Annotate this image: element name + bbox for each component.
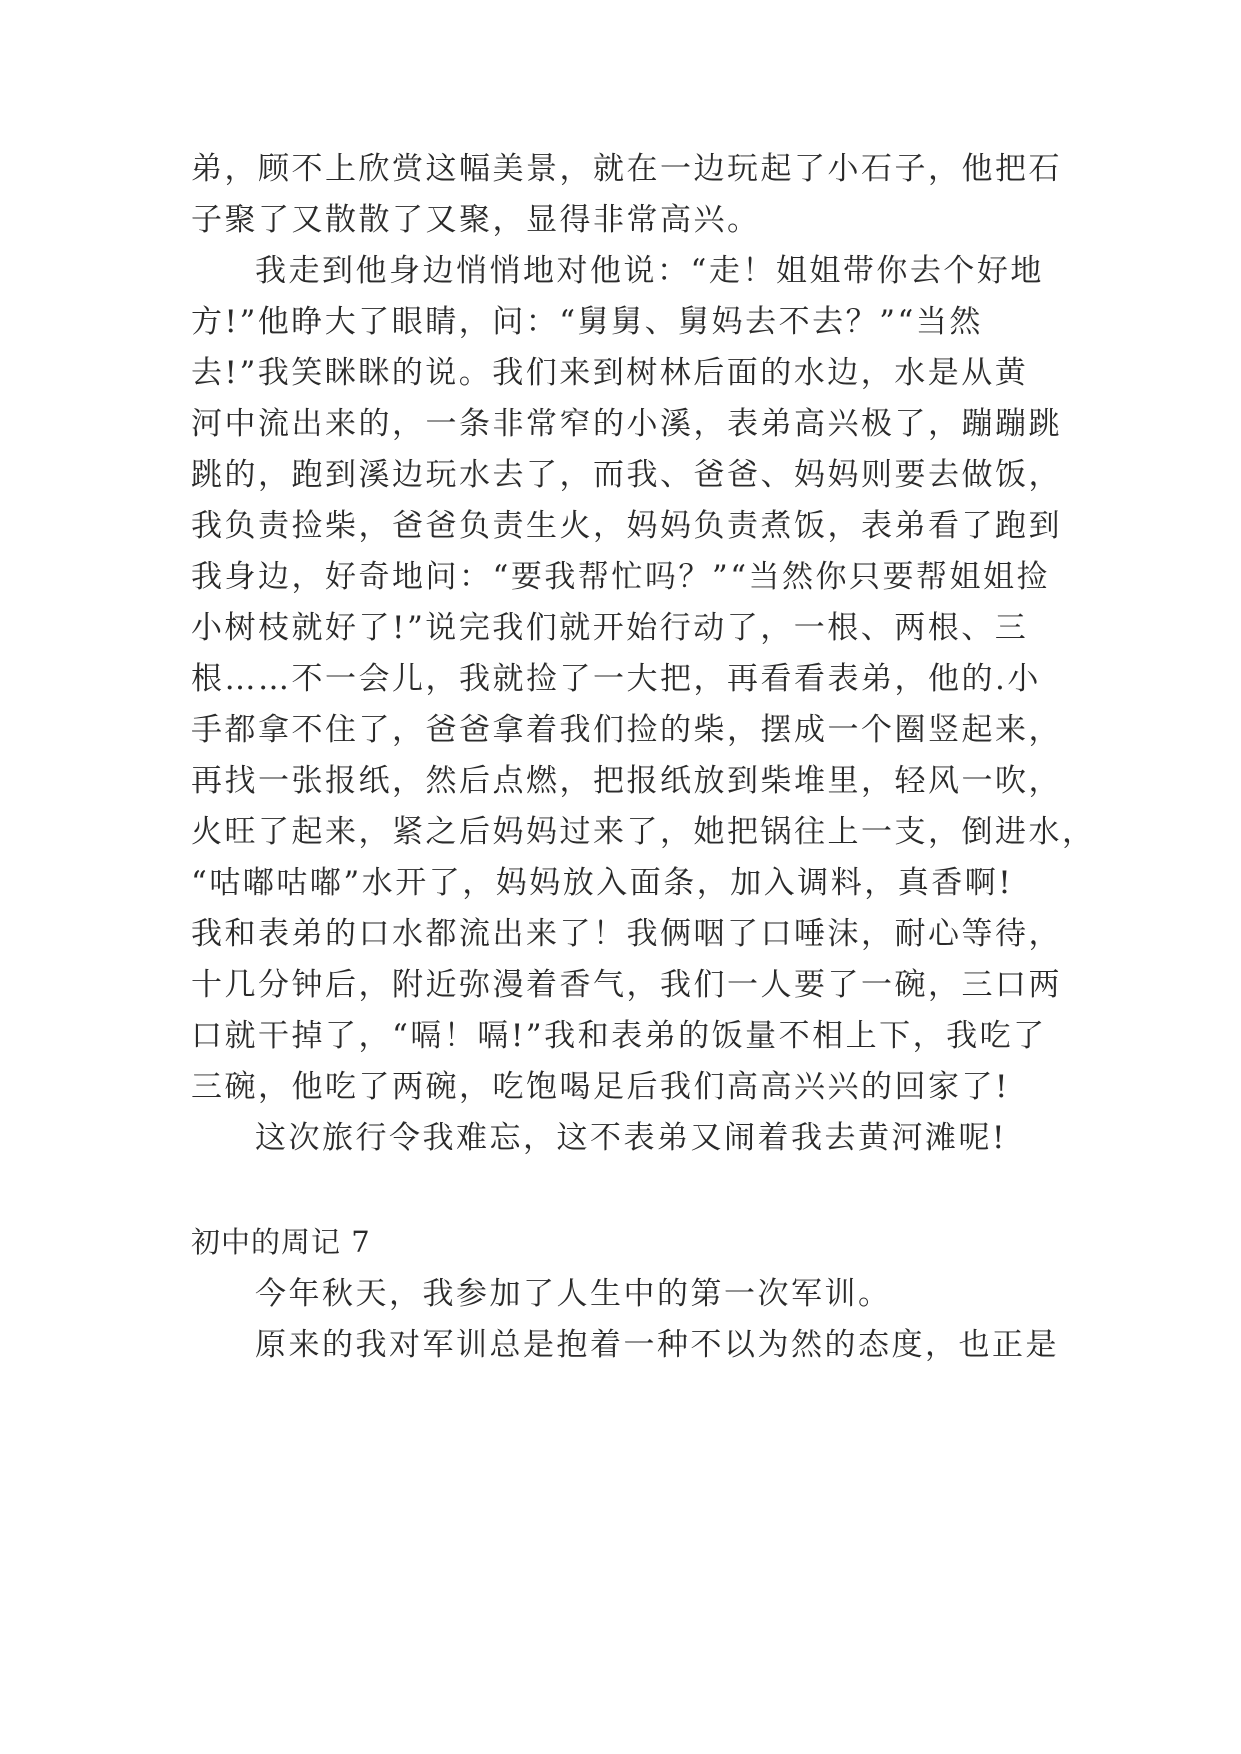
text-line: 口就干掉了，“嗝！嗝!”我和表弟的饭量不相上下，我吃了 (191, 1018, 1047, 1054)
text-line: 我负责捡柴，爸爸负责生火，妈妈负责煮饭，表弟看了跑到 (191, 508, 1062, 544)
paragraph-first-line: 今年秋天，我参加了人生中的第一次军训。 (255, 1276, 892, 1312)
paragraph-first-line: 这次旅行令我难忘，这不表弟又闹着我去黄河滩呢! (255, 1120, 1007, 1156)
text-line: 火旺了起来，紧之后妈妈过来了，她把锅往上一支，倒进水， (191, 814, 1096, 850)
text-line: 十几分钟后，附近弥漫着香气，我们一人要了一碗，三口两 (191, 967, 1062, 1003)
text-line: 手都拿不住了，爸爸拿着我们捡的柴，摆成一个圈竖起来， (191, 712, 1062, 748)
text-line: 三碗，他吃了两碗，吃饱喝足后我们高高兴兴的回家了! (191, 1069, 1010, 1105)
text-line: 跳的，跑到溪边玩水去了，而我、爸爸、妈妈则要去做饭， (191, 457, 1062, 493)
text-line: 子聚了又散散了又聚，显得非常高兴。 (191, 202, 761, 238)
paragraph-first-line: 原来的我对军训总是抱着一种不以为然的态度，也正是 (255, 1327, 1059, 1363)
text-line: 去!”我笑眯眯的说。我们来到树林后面的水边，水是从黄 (191, 355, 1029, 391)
text-line: 我身边，好奇地问：“要我帮忙吗？”“当然你只要帮姐姐捡 (191, 559, 1051, 595)
text-line: 我和表弟的口水都流出来了！我俩咽了口唾沫，耐心等待， (191, 916, 1062, 952)
text-line: 根……不一会儿，我就捡了一大把，再看看表弟，他的.小 (191, 661, 1041, 697)
text-line: 再找一张报纸，然后点燃，把报纸放到柴堆里，轻风一吹， (191, 763, 1062, 799)
text-line: 河中流出来的，一条非常窄的小溪，表弟高兴极了，蹦蹦跳 (191, 406, 1062, 442)
paragraph-first-line: 我走到他身边悄悄地对他说：“走！姐姐带你去个好地 (255, 253, 1044, 289)
section-heading: 初中的周记 7 (191, 1225, 371, 1259)
text-line: 弟，顾不上欣赏这幅美景，就在一边玩起了小石子，他把石 (191, 151, 1062, 187)
text-line: 小树枝就好了!”说完我们就开始行动了，一根、两根、三 (191, 610, 1029, 646)
text-line: 方!”他睁大了眼睛，问：“舅舅、舅妈去不去？”“当然 (191, 304, 983, 340)
text-line: “咕嘟咕嘟”水开了，妈妈放入面条，加入调料，真香啊! (191, 865, 1014, 901)
